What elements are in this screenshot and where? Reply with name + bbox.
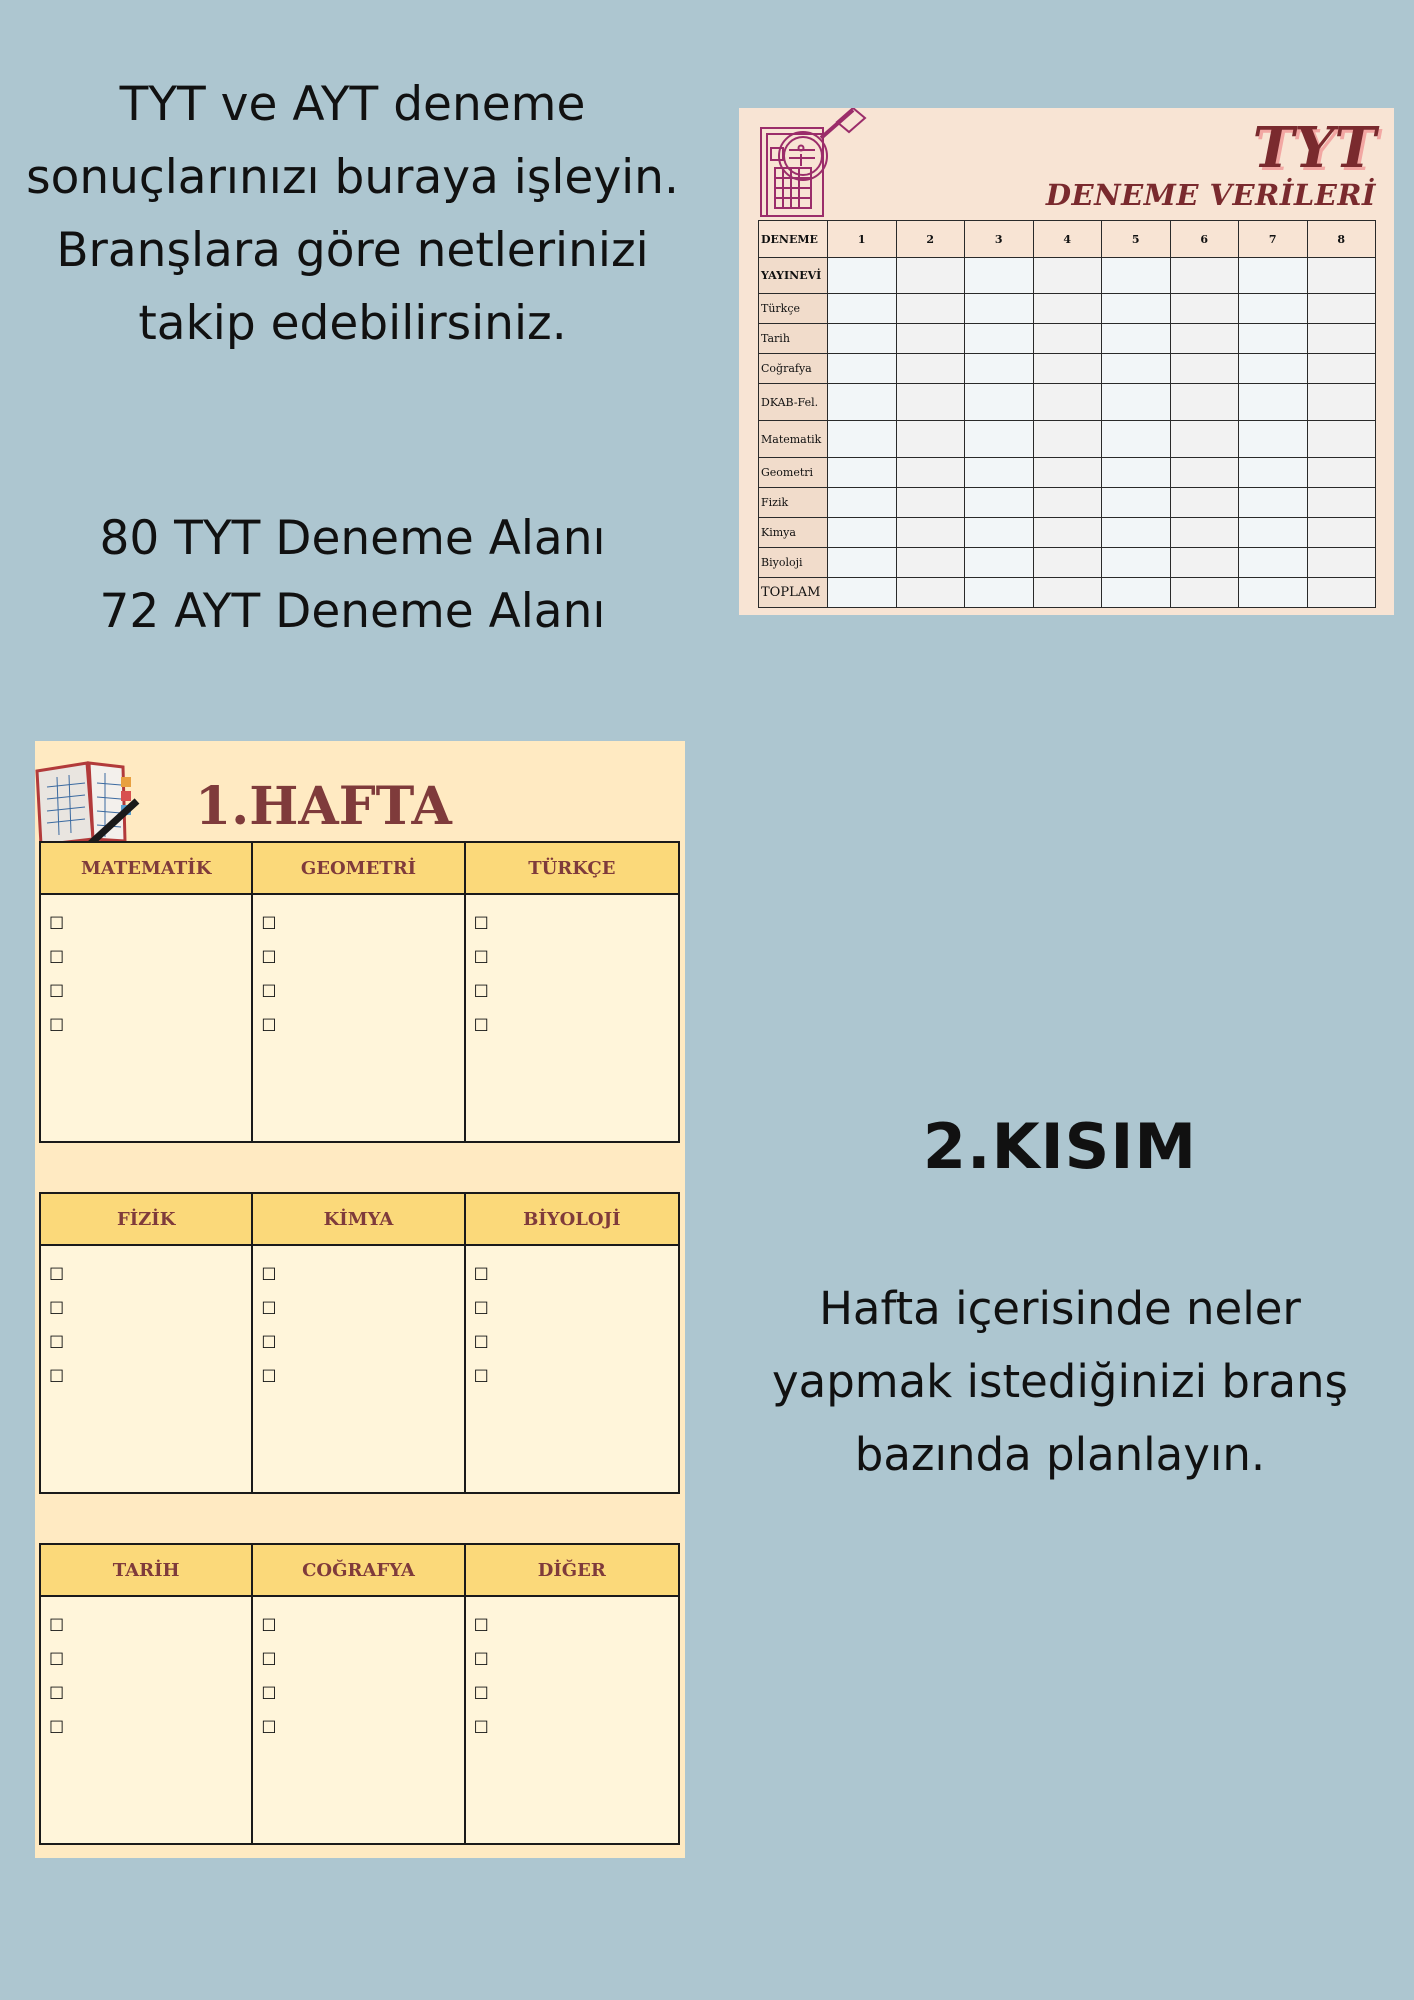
subject-header: FİZİK <box>41 1194 251 1246</box>
table-cell[interactable] <box>828 488 897 518</box>
row-label: Matematik <box>759 421 828 458</box>
table-row <box>759 421 1376 458</box>
task-list <box>41 895 251 1141</box>
header-col: 1 <box>828 221 897 258</box>
table-cell[interactable] <box>1170 324 1239 354</box>
tyt-title: TYT <box>1252 115 1376 181</box>
task-checkbox[interactable]: ☐ <box>49 1718 65 1738</box>
task-checkbox[interactable]: ☐ <box>49 1016 65 1036</box>
task-list <box>466 1597 678 1843</box>
table-cell[interactable] <box>1102 548 1171 578</box>
task-checkbox[interactable]: ☐ <box>473 1016 489 1036</box>
task-checkbox[interactable]: ☐ <box>473 1718 489 1738</box>
table-cell[interactable] <box>1307 578 1376 608</box>
table-cell[interactable] <box>965 258 1034 294</box>
subject-header: TARİH <box>41 1545 251 1597</box>
table-cell[interactable] <box>1033 518 1102 548</box>
table-cell[interactable] <box>1102 294 1171 324</box>
table-cell[interactable] <box>1239 258 1308 294</box>
table-row <box>759 384 1376 421</box>
header-col: 7 <box>1239 221 1308 258</box>
table-row <box>759 294 1376 324</box>
table-cell[interactable] <box>1307 458 1376 488</box>
tyt-count: 80 TYT Deneme Alanı <box>99 511 606 566</box>
table-cell[interactable] <box>896 458 965 488</box>
task-checkbox[interactable]: ☐ <box>49 1684 65 1704</box>
task-checkbox[interactable]: ☐ <box>261 1684 277 1704</box>
row-label: Biyoloji <box>759 548 828 578</box>
task-checkbox[interactable]: ☐ <box>473 1684 489 1704</box>
table-cell[interactable] <box>1307 294 1376 324</box>
notebook-pen-icon <box>33 757 145 853</box>
task-checkbox[interactable]: ☐ <box>261 914 277 934</box>
task-checkbox[interactable]: ☐ <box>473 1333 489 1353</box>
exam-counts <box>20 502 685 648</box>
table-cell[interactable] <box>1102 354 1171 384</box>
task-list <box>41 1597 251 1843</box>
table-cell[interactable] <box>1307 421 1376 458</box>
table-cell[interactable] <box>1033 421 1102 458</box>
magnifier-document-icon <box>757 108 867 220</box>
task-list <box>466 1246 678 1492</box>
subject-column <box>41 843 253 1141</box>
table-cell[interactable] <box>965 548 1034 578</box>
subject-column <box>466 843 678 1141</box>
intro-line: sonuçlarınızı buraya işleyin. <box>26 150 679 205</box>
subject-header: TÜRKÇE <box>466 843 678 895</box>
table-cell[interactable] <box>965 458 1034 488</box>
table-cell[interactable] <box>965 421 1034 458</box>
header-col: 5 <box>1102 221 1171 258</box>
table-cell[interactable] <box>1239 488 1308 518</box>
header-deneme: DENEME <box>759 221 828 258</box>
header-col: 6 <box>1170 221 1239 258</box>
table-cell[interactable] <box>1239 458 1308 488</box>
table-row <box>759 324 1376 354</box>
subject-header: BİYOLOJİ <box>466 1194 678 1246</box>
table-cell[interactable] <box>1033 578 1102 608</box>
table-cell[interactable] <box>896 354 965 384</box>
table-cell[interactable] <box>1239 578 1308 608</box>
header-col: 3 <box>965 221 1034 258</box>
table-cell[interactable] <box>1170 578 1239 608</box>
task-list <box>466 895 678 1141</box>
table-cell[interactable] <box>1170 258 1239 294</box>
table-row <box>759 578 1376 608</box>
task-checkbox[interactable]: ☐ <box>473 914 489 934</box>
row-label: DKAB-Fel. <box>759 384 828 421</box>
table-cell[interactable] <box>1170 488 1239 518</box>
task-checkbox[interactable]: ☐ <box>261 1650 277 1670</box>
table-row <box>759 458 1376 488</box>
table-cell[interactable] <box>1239 384 1308 421</box>
table-cell[interactable] <box>1239 294 1308 324</box>
row-label: TOPLAM <box>759 578 828 608</box>
table-cell[interactable] <box>896 324 965 354</box>
intro-line: TYT ve AYT deneme <box>119 77 586 132</box>
table-cell[interactable] <box>965 354 1034 384</box>
section-line: Hafta içerisinde neler <box>819 1282 1301 1335</box>
table-cell[interactable] <box>896 518 965 548</box>
task-checkbox[interactable]: ☐ <box>49 1616 65 1636</box>
table-cell[interactable] <box>1102 458 1171 488</box>
table-cell[interactable] <box>1307 488 1376 518</box>
table-cell[interactable] <box>1102 324 1171 354</box>
table-cell[interactable] <box>1170 354 1239 384</box>
task-checkbox[interactable]: ☐ <box>261 1333 277 1353</box>
table-cell[interactable] <box>1239 354 1308 384</box>
task-checkbox[interactable]: ☐ <box>261 1616 277 1636</box>
subject-column <box>253 843 465 1141</box>
table-cell[interactable] <box>1102 578 1171 608</box>
planner-title: 1.HAFTA <box>195 776 452 837</box>
header-col: 2 <box>896 221 965 258</box>
intro-line: takip edebilirsiniz. <box>138 296 567 351</box>
task-checkbox[interactable]: ☐ <box>49 1299 65 1319</box>
task-checkbox[interactable]: ☐ <box>261 1016 277 1036</box>
task-checkbox[interactable]: ☐ <box>261 948 277 968</box>
table-cell[interactable] <box>1102 384 1171 421</box>
row-label: Geometri <box>759 458 828 488</box>
table-cell[interactable] <box>965 324 1034 354</box>
table-row <box>759 518 1376 548</box>
task-checkbox[interactable]: ☐ <box>261 982 277 1002</box>
table-cell[interactable] <box>1102 488 1171 518</box>
task-checkbox[interactable]: ☐ <box>49 1650 65 1670</box>
row-label: Tarih <box>759 324 828 354</box>
table-cell[interactable] <box>965 518 1034 548</box>
table-cell[interactable] <box>828 578 897 608</box>
table-header-row <box>759 221 1376 258</box>
task-checkbox[interactable]: ☐ <box>261 1299 277 1319</box>
table-cell[interactable] <box>1102 258 1171 294</box>
table-cell[interactable] <box>1307 548 1376 578</box>
task-checkbox[interactable]: ☐ <box>473 982 489 1002</box>
row-label: Coğrafya <box>759 354 828 384</box>
table-cell[interactable] <box>1033 458 1102 488</box>
table-cell[interactable] <box>1170 548 1239 578</box>
intro-text <box>20 68 685 360</box>
table-cell[interactable] <box>1239 548 1308 578</box>
table-row <box>759 354 1376 384</box>
task-checkbox[interactable]: ☐ <box>261 1718 277 1738</box>
table-cell[interactable] <box>1170 518 1239 548</box>
task-checkbox[interactable]: ☐ <box>261 1367 277 1387</box>
task-checkbox[interactable]: ☐ <box>473 1616 489 1636</box>
table-cell[interactable] <box>828 294 897 324</box>
task-checkbox[interactable]: ☐ <box>49 982 65 1002</box>
table-cell[interactable] <box>828 354 897 384</box>
weekly-planner <box>35 741 685 1858</box>
table-cell[interactable] <box>828 324 897 354</box>
table-row <box>759 488 1376 518</box>
table-cell[interactable] <box>1033 258 1102 294</box>
subject-block <box>39 1192 680 1494</box>
task-list <box>253 895 463 1141</box>
subject-header: KİMYA <box>253 1194 463 1246</box>
section-line: yapmak istediğinizi branş <box>771 1355 1348 1408</box>
row-label: Türkçe <box>759 294 828 324</box>
subject-column <box>41 1194 253 1492</box>
table-cell[interactable] <box>1170 384 1239 421</box>
task-checkbox[interactable]: ☐ <box>473 1265 489 1285</box>
table-cell[interactable] <box>828 458 897 488</box>
table-cell[interactable] <box>828 518 897 548</box>
tyt-exam-card <box>739 108 1394 615</box>
table-cell[interactable] <box>896 578 965 608</box>
task-checkbox[interactable]: ☐ <box>261 1265 277 1285</box>
table-cell[interactable] <box>965 578 1034 608</box>
table-cell[interactable] <box>896 488 965 518</box>
table-cell[interactable] <box>1033 548 1102 578</box>
subject-column <box>41 1545 253 1843</box>
task-checkbox[interactable]: ☐ <box>473 1367 489 1387</box>
task-checkbox[interactable]: ☐ <box>49 1333 65 1353</box>
task-checkbox[interactable]: ☐ <box>49 948 65 968</box>
table-cell[interactable] <box>828 548 897 578</box>
task-list <box>253 1597 463 1843</box>
tyt-results-table <box>758 220 1376 608</box>
table-cell[interactable] <box>1033 324 1102 354</box>
table-cell[interactable] <box>1170 458 1239 488</box>
ayt-count: 72 AYT Deneme Alanı <box>99 584 606 639</box>
header-col: 8 <box>1307 221 1376 258</box>
subject-column <box>466 1194 678 1492</box>
table-cell[interactable] <box>896 548 965 578</box>
table-cell[interactable] <box>1239 324 1308 354</box>
subject-block <box>39 841 680 1143</box>
subject-block <box>39 1543 680 1845</box>
subject-header: MATEMATİK <box>41 843 251 895</box>
subject-header: COĞRAFYA <box>253 1545 463 1597</box>
task-list <box>41 1246 251 1492</box>
section-description <box>740 1272 1380 1491</box>
table-cell[interactable] <box>1307 258 1376 294</box>
table-cell[interactable] <box>1239 518 1308 548</box>
table-cell[interactable] <box>1033 488 1102 518</box>
table-cell[interactable] <box>828 258 897 294</box>
task-checkbox[interactable]: ☐ <box>473 1650 489 1670</box>
subject-column <box>466 1545 678 1843</box>
table-cell[interactable] <box>828 384 897 421</box>
subject-header: DİĞER <box>466 1545 678 1597</box>
table-cell[interactable] <box>1170 421 1239 458</box>
task-checkbox[interactable]: ☐ <box>473 1299 489 1319</box>
table-cell[interactable] <box>1033 384 1102 421</box>
table-cell[interactable] <box>896 258 965 294</box>
section-line: bazında planlayın. <box>854 1428 1266 1481</box>
task-checkbox[interactable]: ☐ <box>49 1367 65 1387</box>
table-cell[interactable] <box>896 294 965 324</box>
table-cell[interactable] <box>1033 294 1102 324</box>
subject-header: GEOMETRİ <box>253 843 463 895</box>
row-label: YAYINEVİ <box>759 258 828 294</box>
table-cell[interactable] <box>1307 518 1376 548</box>
task-checkbox[interactable]: ☐ <box>473 948 489 968</box>
tyt-subtitle: DENEME VERİLERİ <box>1045 178 1376 212</box>
table-cell[interactable] <box>1307 354 1376 384</box>
row-label: Kimya <box>759 518 828 548</box>
table-cell[interactable] <box>965 384 1034 421</box>
task-checkbox[interactable]: ☐ <box>49 914 65 934</box>
table-row <box>759 548 1376 578</box>
table-cell[interactable] <box>896 421 965 458</box>
table-cell[interactable] <box>965 488 1034 518</box>
section-title: 2.KISIM <box>922 1110 1198 1183</box>
task-checkbox[interactable]: ☐ <box>49 1265 65 1285</box>
table-cell[interactable] <box>1307 324 1376 354</box>
table-cell[interactable] <box>1239 421 1308 458</box>
table-cell[interactable] <box>828 421 897 458</box>
header-col: 4 <box>1033 221 1102 258</box>
row-label: Fizik <box>759 488 828 518</box>
table-cell[interactable] <box>1033 354 1102 384</box>
subject-column <box>253 1545 465 1843</box>
table-cell[interactable] <box>1102 518 1171 548</box>
subject-column <box>253 1194 465 1492</box>
intro-line: Branşlara göre netlerinizi <box>56 223 649 278</box>
table-cell[interactable] <box>896 384 965 421</box>
table-cell[interactable] <box>1307 384 1376 421</box>
table-cell[interactable] <box>1102 421 1171 458</box>
task-list <box>253 1246 463 1492</box>
table-cell[interactable] <box>1170 294 1239 324</box>
table-row <box>759 258 1376 294</box>
table-cell[interactable] <box>965 294 1034 324</box>
